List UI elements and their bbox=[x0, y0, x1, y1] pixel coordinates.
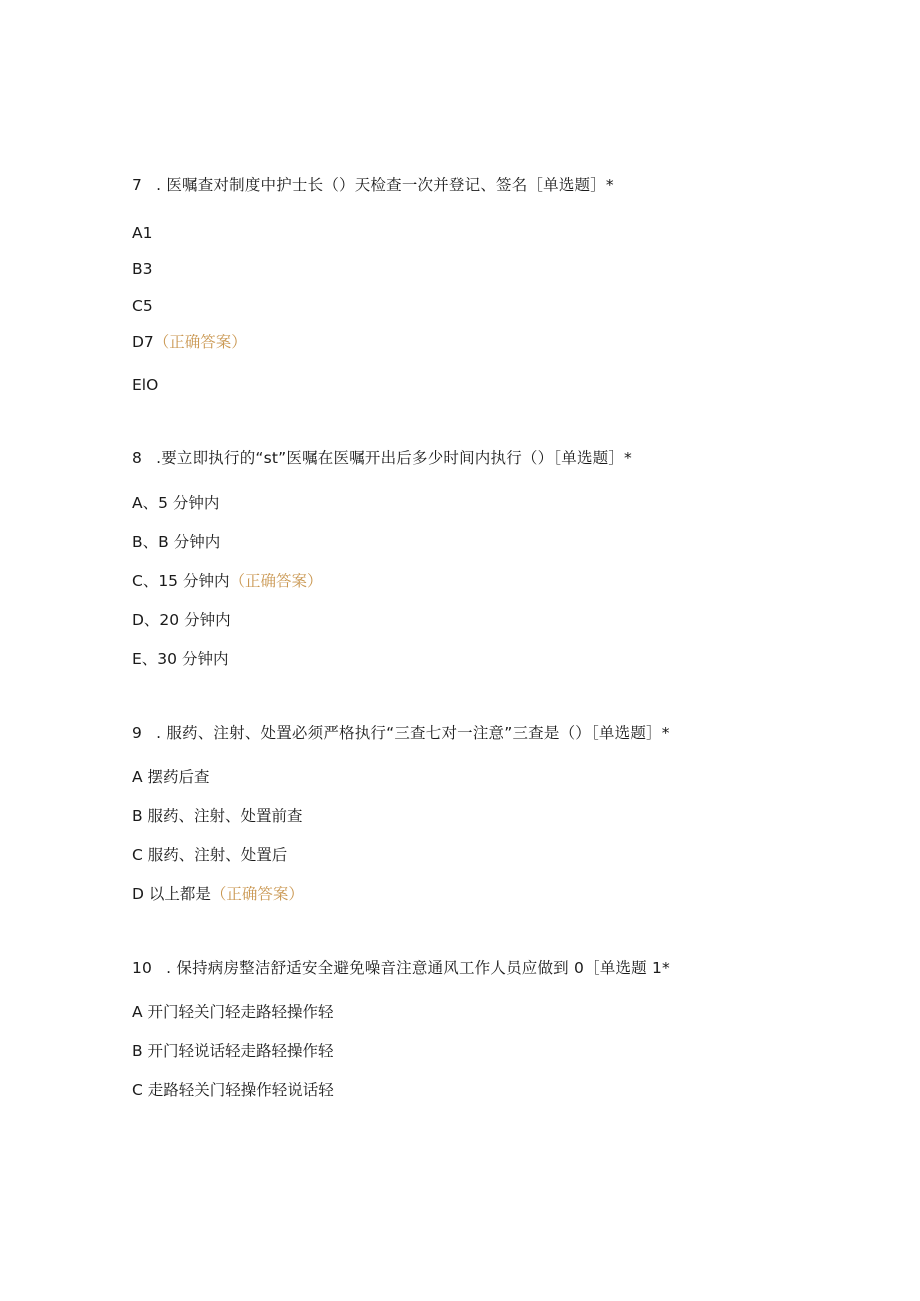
correct-answer-mark: （正确答案） bbox=[210, 885, 304, 903]
option-item bbox=[132, 767, 210, 787]
question-number: 9 bbox=[132, 724, 143, 742]
option-label: A1 bbox=[132, 224, 153, 242]
option-label: D 以上都是 bbox=[132, 885, 211, 903]
option-label: B 开门轻说话轻走路轻操作轻 bbox=[132, 1042, 334, 1060]
question-number: 7 bbox=[132, 176, 143, 194]
correct-answer-mark: （正确答案） bbox=[153, 333, 247, 351]
option-label: ElO bbox=[132, 376, 159, 394]
option-label: B、B 分钟内 bbox=[132, 533, 221, 551]
option-item bbox=[132, 610, 231, 630]
option-label: D7 bbox=[132, 333, 154, 351]
option-label: C 服药、注射、处置后 bbox=[132, 846, 288, 864]
option-item bbox=[132, 223, 152, 243]
option-label: C5 bbox=[132, 297, 153, 315]
question-text: .要立即执行的“st”医嘱在医嘱开出后多少时间内执行（）［单选题］* bbox=[156, 449, 633, 467]
option-label: A 摆药后查 bbox=[132, 768, 210, 786]
option-item bbox=[132, 532, 220, 552]
option-item bbox=[132, 806, 303, 826]
option-label: D、20 分钟内 bbox=[132, 611, 231, 629]
option-item bbox=[132, 1002, 334, 1022]
question-8 bbox=[132, 448, 872, 668]
option-label: E、30 分钟内 bbox=[132, 650, 229, 668]
option-label: B 服药、注射、处置前查 bbox=[132, 807, 303, 825]
question-text: . 服药、注射、处置必须严格执行“三查七对一注意”三查是（）［单选题］* bbox=[156, 724, 670, 742]
question-title bbox=[132, 175, 872, 195]
option-label: C、15 分钟内 bbox=[132, 572, 230, 590]
question-text: . 保持病房整洁舒适安全避免噪音注意通风工作人员应做到 0［单选题 1* bbox=[166, 959, 671, 977]
option-label: C 走路轻关门轻操作轻说话轻 bbox=[132, 1081, 334, 1099]
question-text: . 医嘱查对制度中护士长（）天检查一次并登记、签名［单选题］* bbox=[156, 176, 614, 194]
option-label: B3 bbox=[132, 260, 153, 278]
option-label: A、5 分钟内 bbox=[132, 494, 220, 512]
question-10 bbox=[132, 958, 872, 1099]
correct-answer-mark: （正确答案） bbox=[229, 572, 323, 590]
question-7 bbox=[132, 175, 872, 394]
option-label: A 开门轻关门轻走路轻操作轻 bbox=[132, 1003, 334, 1021]
question-number: 10 bbox=[132, 959, 153, 977]
question-title bbox=[132, 723, 872, 743]
option-item bbox=[132, 1041, 334, 1061]
question-title bbox=[132, 958, 872, 978]
option-item bbox=[132, 493, 219, 513]
option-item bbox=[132, 884, 304, 904]
question-9 bbox=[132, 723, 872, 903]
question-title bbox=[132, 448, 872, 468]
question-number: 8 bbox=[132, 449, 143, 467]
option-item bbox=[132, 1080, 334, 1100]
option-item bbox=[132, 259, 153, 279]
option-item bbox=[132, 375, 158, 395]
option-item bbox=[132, 845, 287, 865]
option-item bbox=[132, 571, 323, 591]
option-item bbox=[132, 332, 247, 352]
option-item bbox=[132, 649, 228, 669]
option-item bbox=[132, 296, 153, 316]
